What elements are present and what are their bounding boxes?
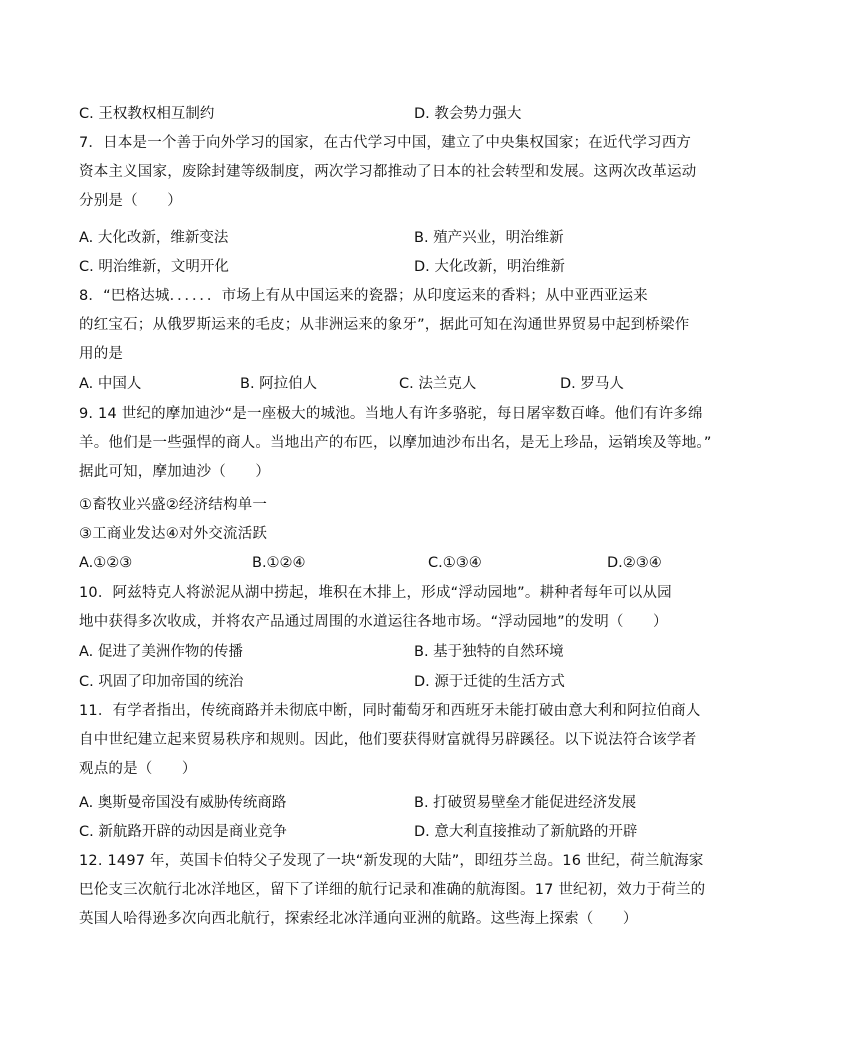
q6-option-d[interactable]: D. 教会势力强大 (414, 106, 522, 122)
q9-stem-line-2: 羊。他们是一些强悍的商人。当地出产的布匹，以摩加迪沙布出名，是无上珍品，运销埃及等地。” (79, 435, 712, 451)
q10-option-b[interactable]: B. 基于独特的自然环境 (414, 644, 564, 660)
q10-option-c[interactable]: C. 巩固了印加帝国的统治 (79, 674, 244, 690)
q12-stem-line-3: 英国人哈得逊多次向西北航行，探索经北冰洋通向亚洲的航路。这些海上探索（ ） (79, 911, 638, 927)
q11-stem-line-3: 观点的是（ ） (79, 761, 197, 777)
q12-stem-line-1: 12. 1497 年，英国卡伯特父子发现了一块“新发现的大陆”，即纽芬兰岛。16 世纪，荷兰航海家 (79, 853, 704, 869)
q9-item-line-2: ③工商业发达④对外交流活跃 (79, 526, 268, 542)
q11-option-a[interactable]: A. 奥斯曼帝国没有威胁传统商路 (79, 795, 287, 811)
q11-stem-line-1: 11．有学者指出，传统商路并未彻底中断，同时葡萄牙和西班牙未能打破由意大利和阿拉伯商人 (79, 703, 701, 719)
q9-option-d[interactable]: D.②③④ (607, 555, 662, 571)
q9-item-line-1: ①畜牧业兴盛②经济结构单一 (79, 497, 268, 513)
q9-stem-line-3: 据此可知，摩加迪沙（ ） (79, 464, 271, 480)
q7-stem-line-1: 7．日本是一个善于向外学习的国家，在古代学习中国，建立了中央集权国家；在近代学习西方 (79, 135, 692, 151)
q9-option-b[interactable]: B.①②④ (252, 555, 306, 571)
q11-option-d[interactable]: D. 意大利直接推动了新航路的开辟 (414, 824, 638, 840)
q8-option-a[interactable]: A. 中国人 (79, 376, 142, 392)
q10-stem-line-1: 10．阿兹特克人将淤泥从湖中捞起，堆积在木排上，形成“浮动园地”。耕种者每年可以从园 (79, 585, 672, 601)
q6-option-c[interactable]: C. 王权教权相互制约 (79, 106, 215, 122)
q11-stem-line-2: 自中世纪建立起来贸易秩序和规则。因此，他们要获得财富就得另辟蹊径。以下说法符合该学者 (79, 732, 697, 748)
q7-option-d[interactable]: D. 大化改新，明治维新 (414, 259, 565, 275)
q7-option-b[interactable]: B. 殖产兴业，明治维新 (414, 230, 564, 246)
q7-option-a[interactable]: A. 大化改新，维新变法 (79, 230, 229, 246)
q9-option-c[interactable]: C.①③④ (428, 555, 482, 571)
q8-stem-line-3: 用的是 (79, 346, 124, 362)
q8-stem-line-2: 的红宝石；从俄罗斯运来的毛皮；从非洲运来的象牙”，据此可知在沟通世界贸易中起到桥梁作 (79, 317, 690, 333)
q9-stem-line-1: 9. 14 世纪的摩加迪沙“是一座极大的城池。当地人有许多骆驼，每日屠宰数百峰。他们有许多绵 (79, 406, 703, 422)
q8-stem-line-1: 8．“巴格达城．．．．．．市场上有从中国运来的瓷器；从印度运来的香料；从中亚西亚运来 (79, 288, 648, 304)
q10-option-d[interactable]: D. 源于迁徙的生活方式 (414, 674, 565, 690)
q11-option-b[interactable]: B. 打破贸易壁垒才能促进经济发展 (414, 795, 637, 811)
q9-option-a[interactable]: A.①②③ (79, 555, 133, 571)
q8-option-c[interactable]: C. 法兰克人 (399, 376, 477, 392)
q8-option-b[interactable]: B. 阿拉伯人 (240, 376, 318, 392)
q10-option-a[interactable]: A. 促进了美洲作物的传播 (79, 644, 243, 660)
q10-stem-line-2: 地中获得多次收成，并将农产品通过周围的水道运往各地市场。“浮动园地”的发明（ ） (79, 614, 668, 630)
q7-stem-line-2: 资本主义国家，废除封建等级制度，两次学习都推动了日本的社会转型和发展。这两次改革运动 (79, 164, 697, 180)
q7-option-c[interactable]: C. 明治维新，文明开化 (79, 259, 229, 275)
q7-stem-line-3: 分别是（ ） (79, 193, 182, 209)
q8-option-d[interactable]: D. 罗马人 (560, 376, 624, 392)
q12-stem-line-2: 巴伦支三次航行北冰洋地区，留下了详细的航行记录和准确的航海图。17 世纪初，效力于荷兰的 (79, 882, 706, 898)
q11-option-c[interactable]: C. 新航路开辟的动因是商业竞争 (79, 824, 287, 840)
